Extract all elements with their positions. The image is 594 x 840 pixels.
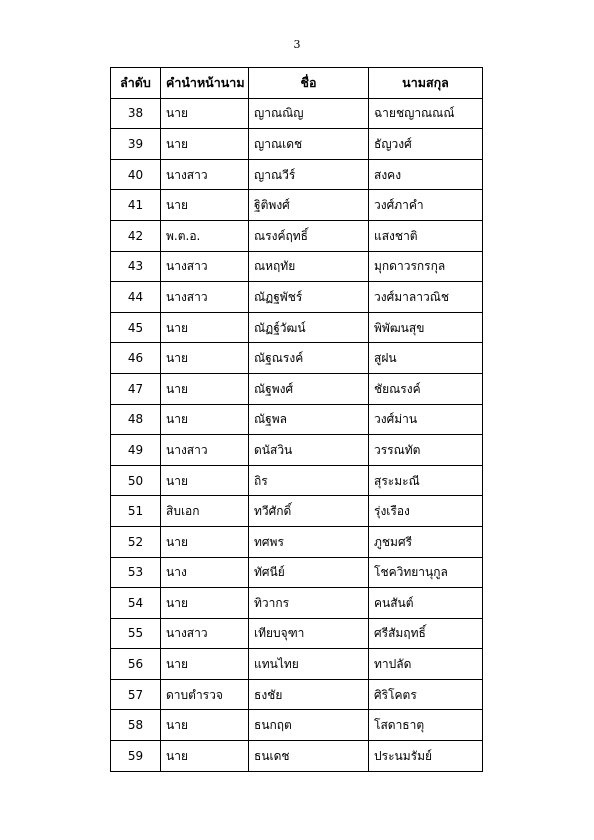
header-first-name: ชื่อ (249, 68, 369, 99)
cell-order: 58 (111, 710, 161, 741)
cell-title: นาย (161, 526, 249, 557)
cell-title: นาย (161, 373, 249, 404)
cell-order: 57 (111, 679, 161, 710)
cell-title: นาย (161, 312, 249, 343)
cell-title: นาง (161, 557, 249, 588)
header-order: ลำดับ (111, 68, 161, 99)
table-row (111, 710, 483, 741)
cell-first-name: ญาณเดช (249, 129, 369, 160)
cell-first-name: ณัฐพงศ์ (249, 373, 369, 404)
cell-first-name: ทศพร (249, 526, 369, 557)
cell-title: ดาบตำรวจ (161, 679, 249, 710)
table-row (111, 251, 483, 282)
table-row (111, 98, 483, 129)
cell-first-name: ธงชัย (249, 679, 369, 710)
cell-title: นางสาว (161, 282, 249, 313)
table-row (111, 557, 483, 588)
roster-body (111, 98, 483, 771)
table-header-row (111, 68, 483, 99)
cell-order: 53 (111, 557, 161, 588)
cell-first-name: ญาณณิญ (249, 98, 369, 129)
cell-last-name: วงศ์ภาคำ (369, 190, 483, 221)
cell-last-name: มุกดาวรกรกุล (369, 251, 483, 282)
table-row (111, 679, 483, 710)
cell-last-name: สงคง (369, 159, 483, 190)
cell-order: 45 (111, 312, 161, 343)
table-row (111, 741, 483, 772)
cell-order: 46 (111, 343, 161, 374)
cell-first-name: ณรงค์ฤทธิ์ (249, 220, 369, 251)
cell-order: 52 (111, 526, 161, 557)
table-row (111, 618, 483, 649)
cell-order: 48 (111, 404, 161, 435)
cell-first-name: ณัฐพล (249, 404, 369, 435)
cell-first-name: แทนไทย (249, 649, 369, 680)
cell-order: 56 (111, 649, 161, 680)
cell-first-name: ธนกฤต (249, 710, 369, 741)
cell-title: นาย (161, 343, 249, 374)
cell-first-name: ถิร (249, 465, 369, 496)
cell-title: นาย (161, 741, 249, 772)
cell-title: นาย (161, 465, 249, 496)
page-number: 3 (293, 38, 301, 51)
cell-last-name: ธัญวงศ์ (369, 129, 483, 160)
cell-title: พ.ต.อ. (161, 220, 249, 251)
table-row (111, 220, 483, 251)
cell-order: 51 (111, 496, 161, 527)
cell-order: 49 (111, 435, 161, 466)
table-row (111, 343, 483, 374)
cell-first-name: ดนัสวิน (249, 435, 369, 466)
cell-order: 39 (111, 129, 161, 160)
table-row (111, 129, 483, 160)
cell-last-name: ศิริโคตร (369, 679, 483, 710)
table-row (111, 404, 483, 435)
cell-title: นางสาว (161, 435, 249, 466)
cell-order: 50 (111, 465, 161, 496)
cell-title: นางสาว (161, 618, 249, 649)
table-row (111, 159, 483, 190)
cell-order: 59 (111, 741, 161, 772)
cell-first-name: ณัฏฐพัชร์ (249, 282, 369, 313)
table-row (111, 588, 483, 619)
table-row (111, 312, 483, 343)
cell-first-name: เทียบจุฑา (249, 618, 369, 649)
cell-last-name: ฉายชญาณณณ์ (369, 98, 483, 129)
cell-order: 54 (111, 588, 161, 619)
cell-first-name: ฐิติพงศ์ (249, 190, 369, 221)
table-row (111, 465, 483, 496)
cell-title: นาย (161, 710, 249, 741)
cell-first-name: ธนเดช (249, 741, 369, 772)
cell-title: นาย (161, 98, 249, 129)
cell-order: 40 (111, 159, 161, 190)
cell-title: นาย (161, 129, 249, 160)
cell-last-name: ภูชมศรี (369, 526, 483, 557)
cell-last-name: ทาปลัด (369, 649, 483, 680)
cell-order: 43 (111, 251, 161, 282)
cell-order: 44 (111, 282, 161, 313)
cell-title: นางสาว (161, 251, 249, 282)
cell-order: 42 (111, 220, 161, 251)
table-row (111, 496, 483, 527)
cell-last-name: สูฝน (369, 343, 483, 374)
cell-last-name: สุระมะณี (369, 465, 483, 496)
cell-last-name: ชัยณรงค์ (369, 373, 483, 404)
header-title: คำนำหน้านาม (161, 68, 249, 99)
cell-title: สิบเอก (161, 496, 249, 527)
cell-first-name: ณหฤทัย (249, 251, 369, 282)
cell-last-name: ศรีสัมฤทธิ์ (369, 618, 483, 649)
cell-last-name: โชควิทยานุกูล (369, 557, 483, 588)
table-row (111, 373, 483, 404)
cell-order: 41 (111, 190, 161, 221)
cell-first-name: ญาณวีร์ (249, 159, 369, 190)
cell-title: นาย (161, 588, 249, 619)
cell-order: 38 (111, 98, 161, 129)
cell-title: นาย (161, 404, 249, 435)
table-row (111, 649, 483, 680)
table-row (111, 435, 483, 466)
table-row (111, 282, 483, 313)
cell-last-name: คนสันต์ (369, 588, 483, 619)
cell-first-name: ณัฏฐ์วัฒน์ (249, 312, 369, 343)
cell-title: นาย (161, 649, 249, 680)
table-row (111, 190, 483, 221)
cell-last-name: แสงชาติ (369, 220, 483, 251)
header-last-name: นามสกุล (369, 68, 483, 99)
cell-order: 47 (111, 373, 161, 404)
cell-first-name: ทัศนีย์ (249, 557, 369, 588)
cell-last-name: รุ่งเรือง (369, 496, 483, 527)
cell-last-name: โสดาธาตุ (369, 710, 483, 741)
cell-last-name: พิพัฒนสุข (369, 312, 483, 343)
table-row (111, 526, 483, 557)
roster-table (110, 67, 483, 772)
cell-last-name: วงศ์มาลาวณิช (369, 282, 483, 313)
cell-last-name: ประนมรัมย์ (369, 741, 483, 772)
cell-last-name: วรรณทัต (369, 435, 483, 466)
cell-first-name: ทวีศักดิ์ (249, 496, 369, 527)
cell-title: นางสาว (161, 159, 249, 190)
cell-first-name: ทิวากร (249, 588, 369, 619)
cell-title: นาย (161, 190, 249, 221)
cell-last-name: วงศ์ม่าน (369, 404, 483, 435)
cell-order: 55 (111, 618, 161, 649)
cell-first-name: ณัฐณรงค์ (249, 343, 369, 374)
